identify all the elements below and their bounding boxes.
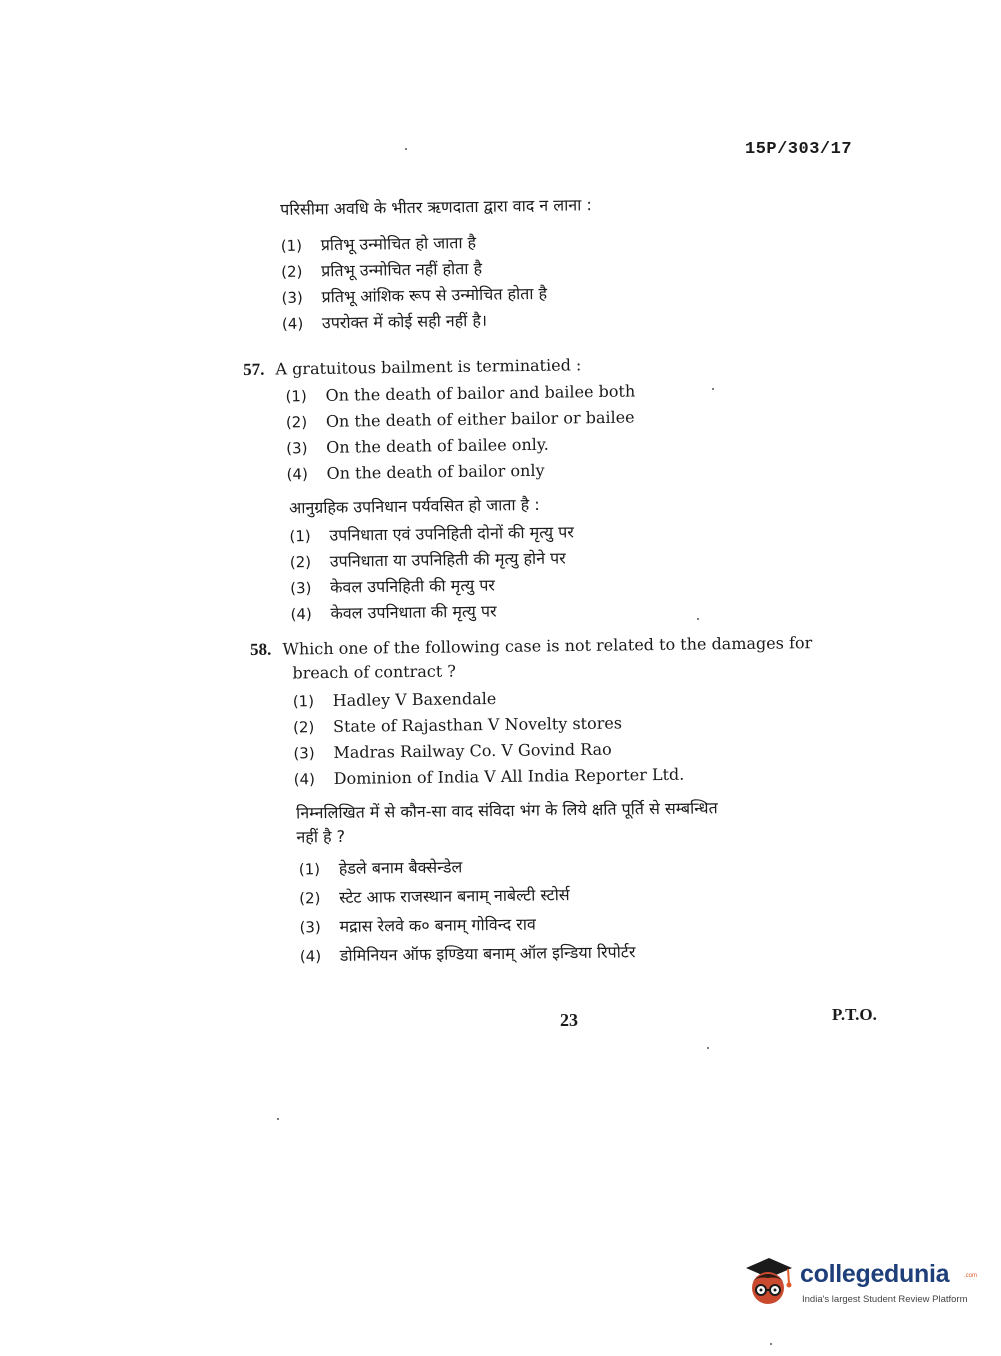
q58-hindi-stem-line-1: निम्नलिखित में से कौन-सा वाद संविदा भंग के लिये क्षति पूर्ति से सम्बन्धित <box>296 798 718 823</box>
option-text: प्रतिभू उन्मोचित हो जाता है <box>320 232 477 255</box>
option-text: Hadley V Baxendale <box>332 688 497 710</box>
option-number: (1) <box>280 236 303 255</box>
q58-option-1 <box>293 689 497 710</box>
option-text: On the death of bailor and bailee both <box>325 381 636 405</box>
option-text: डोमिनियन ऑफ इण्डिया बनाम् ऑल इन्डिया रिपोर्टर <box>339 942 636 965</box>
q58-option-2 <box>293 713 622 736</box>
option-text: प्रतिभू आंशिक रूप से उन्मोचित होता है <box>321 283 548 307</box>
option-number: (2) <box>292 718 315 737</box>
scan-speck <box>770 1343 772 1345</box>
option-text: उपनिधाता एवं उपनिहिती दोनों की मृत्यु पर <box>329 522 574 545</box>
option-number: (1) <box>285 387 307 406</box>
q56-hindi-option-2 <box>281 257 482 282</box>
page-number: 23 <box>560 1010 578 1030</box>
brand-name: collegedunia <box>800 1260 950 1288</box>
scan-speck <box>712 388 714 390</box>
option-text: केवल उपनिहिती की मृत्यु पर <box>330 575 496 597</box>
option-text: उपनिधाता या उपनिहिती की मृत्यु होने पर <box>329 548 566 571</box>
brand-dotcom: .com <box>964 1273 978 1279</box>
q58-stem-line-2: breach of contract ? <box>292 661 456 683</box>
brand-tagline: India's largest Student Review Platform <box>802 1294 968 1305</box>
q57-option-4 <box>286 461 544 484</box>
q57-stem-line <box>243 355 581 380</box>
option-text: On the death of bailor only <box>326 460 545 483</box>
option-number: (2) <box>299 889 321 908</box>
q57-option-3 <box>286 435 549 458</box>
q56-hindi-option-1 <box>281 231 477 256</box>
option-number: (2) <box>281 262 303 281</box>
question-stem: Which one of the following case is not related to the damages for <box>282 633 813 659</box>
question-number: 58. <box>250 639 272 659</box>
option-text: केवल उपनिधाता की मृत्यु पर <box>330 601 497 623</box>
option-text: प्रतिभू उन्मोचित नहीं होता है <box>321 258 483 281</box>
q58-option-3 <box>293 740 612 763</box>
option-text: उपरोक्त में कोई सही नहीं है। <box>321 310 488 333</box>
option-number: (4) <box>299 947 322 966</box>
q57-hindi-stem: आनुग्रहिक उपनिधान पर्यवसित हो जाता है : <box>288 494 540 518</box>
please-turn-over: P.T.O. <box>832 1005 877 1024</box>
option-text: Dominion of India V All India Reporter Ltd. <box>333 764 685 788</box>
option-text: On the death of bailee only. <box>326 434 549 457</box>
scan-speck <box>277 1118 279 1120</box>
q56-hindi-option-4 <box>282 309 487 334</box>
option-number: (1) <box>289 527 311 546</box>
q57-hindi-option-4 <box>290 599 496 624</box>
q58-hindi-stem-line-2: नहीं है ? <box>296 826 346 847</box>
option-number: (3) <box>299 918 321 937</box>
q58-hindi-option-2 <box>299 883 570 908</box>
option-number: (3) <box>281 288 303 307</box>
q58-hindi-option-4 <box>300 940 636 966</box>
q56-hindi-option-3 <box>281 282 547 308</box>
q58-hindi-option-1 <box>299 855 463 879</box>
q57-option-2 <box>286 408 635 432</box>
q58-option-4 <box>294 765 685 789</box>
option-text: State of Rajasthan V Novelty stores <box>332 713 623 736</box>
q58-stem-line-1 <box>250 633 812 660</box>
option-text: हेडले बनाम बैक्सेन्डेल <box>338 857 463 878</box>
option-number: (2) <box>285 413 308 432</box>
question-stem: A gratuitous bailment is terminatied : <box>275 355 582 379</box>
option-number: (1) <box>298 860 321 879</box>
q57-hindi-option-2 <box>290 547 566 573</box>
option-text: Madras Railway Co. V Govind Rao <box>333 739 612 762</box>
option-number: (4) <box>286 465 308 484</box>
q57-option-1 <box>285 382 635 406</box>
q57-hindi-option-1 <box>289 520 574 546</box>
option-text: मद्रास रेलवे क० बनाम् गोविन्द राव <box>339 914 536 936</box>
option-text: On the death of either bailor or bailee <box>325 407 635 431</box>
scan-speck <box>697 618 699 620</box>
option-number: (1) <box>292 692 315 711</box>
document-code: 15P/303/17 <box>745 140 853 159</box>
scan-speck <box>707 1047 709 1049</box>
q57-hindi-option-3 <box>290 574 495 599</box>
q58-hindi-option-3 <box>299 913 536 938</box>
question-number: 57. <box>243 359 265 379</box>
option-number: (3) <box>290 579 312 598</box>
option-number: (2) <box>289 553 312 572</box>
option-number: (3) <box>293 744 315 763</box>
option-number: (4) <box>290 605 312 624</box>
option-number: (4) <box>281 314 304 333</box>
option-number: (3) <box>286 439 308 458</box>
q56-hindi-stem: परिसीमा अवधि के भीतर ऋणदाता द्वारा वाद न लाना : <box>280 195 592 219</box>
option-text: स्टेट आफ राजस्थान बनाम् नाबेल्टी स्टोर्स <box>339 885 570 907</box>
scan-speck <box>405 148 407 150</box>
collegedunia-watermark <box>742 1254 978 1314</box>
option-number: (4) <box>293 770 316 789</box>
mascot-icon <box>742 1254 796 1310</box>
